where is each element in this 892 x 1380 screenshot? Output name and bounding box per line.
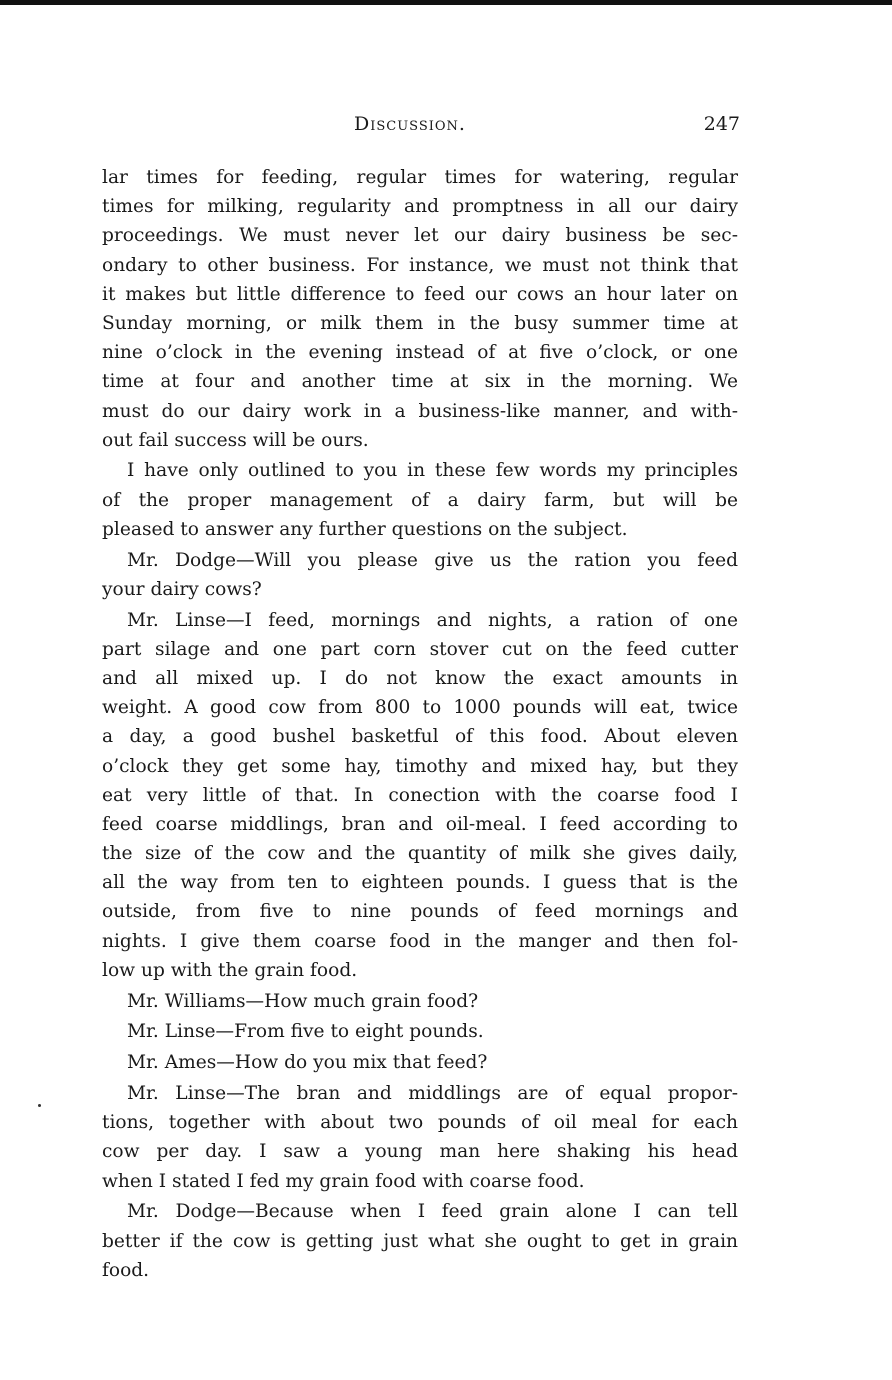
text-line: times for milking, regularity and promptness in all our dairy — [102, 196, 738, 218]
page-number: 247 — [703, 113, 740, 135]
paragraph-williams-question — [102, 987, 738, 1016]
text-line: a day, a good bushel basketful of this food. About eleven — [102, 726, 738, 748]
text-line: Mr. Linse—I feed, mornings and nights, a ration of one — [127, 609, 738, 631]
page-top-border — [0, 0, 892, 5]
text-line: must do our dairy work in a business-like manner, and with- — [102, 400, 738, 422]
paragraph-principles — [102, 456, 738, 544]
text-body — [102, 163, 738, 1286]
text-line: low up with the grain food. — [102, 959, 358, 981]
paragraph-ames-question — [102, 1048, 738, 1077]
text-line: part silage and one part corn stover cut on the feed cutter — [102, 638, 738, 660]
text-line: Mr. Ames—How do you mix that feed? — [127, 1052, 488, 1074]
text-line: better if the cow is getting just what she ought to get in grain — [102, 1230, 738, 1252]
text-line: Mr. Williams—How much grain food? — [127, 990, 479, 1012]
text-line: ondary to other business. For instance, we must not think that — [102, 254, 738, 276]
text-line: time at four and another time at six in the morning. We — [102, 371, 738, 393]
text-line: outside, from five to nine pounds of feed mornings and — [102, 901, 738, 923]
text-line: Mr. Dodge—Because when I feed grain alone I can tell — [127, 1201, 738, 1223]
paragraph-dairy-regularity — [102, 163, 738, 455]
text-line: nights. I give them coarse food in the manger and then fol- — [102, 930, 738, 952]
text-line: o’clock they get some hay, timothy and mixed hay, but they — [102, 755, 738, 777]
text-line: Sunday morning, or milk them in the busy summer time at — [102, 312, 738, 334]
paragraph-linse-ration — [102, 606, 738, 985]
text-line: Mr. Linse—From five to eight pounds. — [127, 1021, 484, 1043]
text-line: lar times for feeding, regular times for watering, regular — [102, 167, 738, 188]
text-line: it makes but little difference to feed our cows an hour later on — [102, 283, 738, 305]
paragraph-linse-answer — [102, 1017, 738, 1046]
text-line: eat very little of that. In conection with the coarse food I — [102, 784, 738, 806]
text-line: all the way from ten to eighteen pounds. I guess that is the — [102, 872, 738, 894]
text-line: Mr. Linse—The bran and middlings are of equal propor- — [127, 1082, 738, 1104]
paragraph-dodge-answer — [102, 1197, 738, 1285]
running-title: Discussion. — [354, 113, 466, 135]
text-line: food. — [102, 1259, 150, 1281]
text-line: nine o’clock in the evening instead of at five o’clock, or one — [102, 342, 738, 364]
text-line: I have only outlined to you in these few words my principles — [127, 460, 738, 482]
paragraph-linse-proportions — [102, 1079, 738, 1196]
text-line: out fail success will be ours. — [102, 429, 369, 451]
text-line: and all mixed up. I do not know the exact amounts in — [102, 667, 738, 689]
text-line: pleased to answer any further questions on the subject. — [102, 518, 628, 540]
text-line: your dairy cows? — [102, 578, 262, 600]
text-line: cow per day. I saw a young man here shaking his head — [102, 1141, 738, 1163]
text-line: tions, together with about two pounds of oil meal for each — [102, 1112, 738, 1134]
text-line: when I stated I fed my grain food with coarse food. — [102, 1170, 585, 1192]
text-line: feed coarse middlings, bran and oil-meal. I feed according to — [102, 813, 738, 835]
text-line: of the proper management of a dairy farm, but will be — [102, 489, 738, 511]
text-line: Mr. Dodge—Will you please give us the ration you feed — [127, 549, 738, 571]
paragraph-dodge-question — [102, 546, 738, 604]
page-header — [102, 113, 740, 137]
text-line: the size of the cow and the quantity of milk she gives daily, — [102, 843, 738, 865]
text-line: proceedings. We must never let our dairy business be sec- — [102, 225, 738, 247]
text-line: weight. A good cow from 800 to 1000 pounds will eat, twice — [102, 697, 738, 719]
scan-speck — [38, 1104, 41, 1107]
